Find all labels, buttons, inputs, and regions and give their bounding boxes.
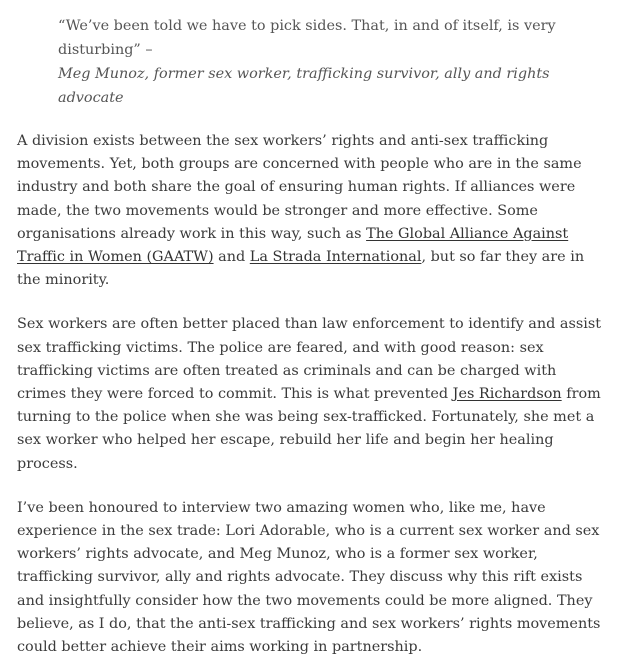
paragraph-text: from turning to the police when she was being sex-trafficked. Fortunately, she met a sex worker who helped her escape, rebuild her life and begin her healing process. [17,386,601,472]
paragraph-interview [17,497,604,659]
paragraph-text: Sex workers are often better placed than law enforcement to identify and assist sex trafficking victims. The police are feared, and with good reason: sex trafficking victims are often treated as criminals and can be charged with crimes they were forced to commit. This is what prevented [17,316,602,403]
gaatw-link[interactable]: The Global Alliance Against Traffic in Women (GAATW) [17,225,569,266]
paragraph-text: A division exists between the sex workers’ rights and anti-sex trafficking movements. Yet, both groups are concerned with people who are in the same industry and both share the goal of ensuring human rights. If alliances were made, the two movements would be stronger and more effective. Some organisations already work in this way, such as [17,133,582,242]
pull-quote [58,14,604,110]
quote-text: “We’ve been told we have to pick sides. That, in and of itself, is very disturbing” – [58,18,556,58]
jes-richardson-link[interactable]: Jes Richardson [452,386,562,403]
paragraph-alliances [17,130,604,292]
paragraph-text: , but so far they are in the minority. [17,249,585,289]
paragraph-law-enforcement [17,313,604,475]
paragraph-text: I’ve been honoured to interview two amazing women who, like me, have experience in the sex trade: Lori Adorable, who is a current sex worker and sex workers’ rights advocate, and Meg Munoz, who is a former sex worker, trafficking survivor, ally and rights advocate. They discuss why this rift exists and insightfully consider how the two movements could be more aligned. They believe, as I do, that the anti-sex trafficking and sex workers’ rights movements could better achieve their aims working in partnership. [17,499,601,656]
la-strada-link[interactable]: La Strada International [249,249,422,266]
quote-attribution: Meg Munoz, former sex worker, trafficking survivor, ally and rights advocate [58,66,550,106]
paragraph-text: and [213,249,250,266]
